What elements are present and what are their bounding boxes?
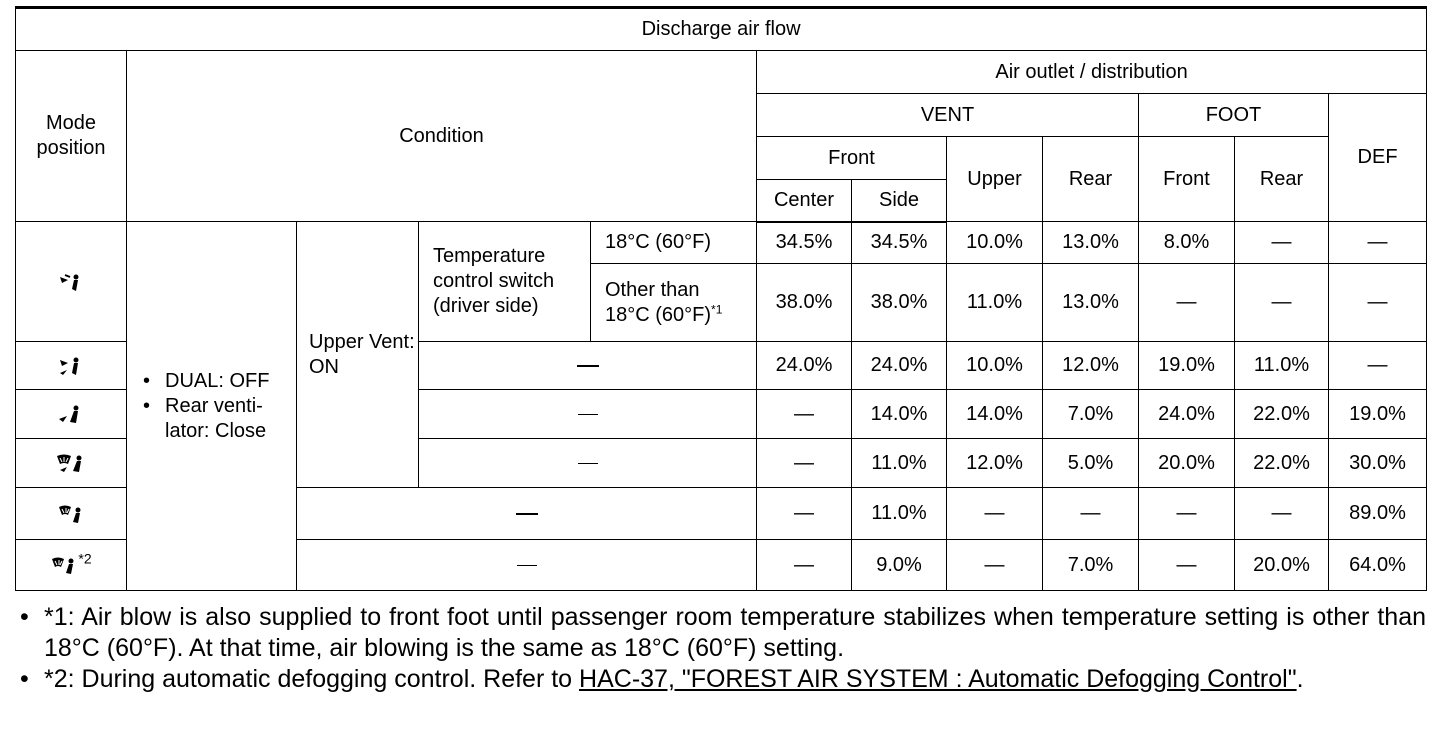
- def-mode-icon: [50, 554, 78, 576]
- vent-upper-header: Upper: [947, 137, 1043, 222]
- air-outlet-header: Air outlet / distribution: [757, 51, 1427, 94]
- value-cell: 13.0%: [1043, 264, 1139, 342]
- value-cell: 8.0%: [1139, 222, 1235, 264]
- no-condition: [297, 488, 757, 540]
- mode-position-header: Mode position: [16, 51, 127, 222]
- mode-cell: [16, 439, 127, 488]
- foot-front-header: Front: [1139, 137, 1235, 222]
- dash-icon: [578, 463, 598, 464]
- temperature-switch-condition: Temperature control switch (driver side): [419, 222, 591, 342]
- mode-cell: [16, 222, 127, 342]
- mode-cell: [16, 390, 127, 439]
- value-cell: —: [1329, 222, 1427, 264]
- footnote-1-marker: *1: [711, 301, 723, 316]
- value-cell: 11.0%: [1235, 342, 1329, 390]
- value-cell: —: [1235, 222, 1329, 264]
- dual-rear-ventilator-condition: [127, 222, 297, 591]
- footnote-1-text: *1: Air blow is also supplied to front foot until passenger room temperature stabilizes when temperature setting is other than 18°C (60°F). At that time, air blowing is the same as 18°C (60°F) setting.: [44, 603, 1426, 662]
- value-cell: 24.0%: [757, 342, 852, 390]
- value-cell: 20.0%: [1139, 439, 1235, 488]
- value-cell: —: [1235, 264, 1329, 342]
- value-cell: 38.0%: [757, 264, 852, 342]
- footnote-2-marker: *2: [78, 549, 92, 566]
- foot-mode-icon: [54, 403, 88, 425]
- dash-icon: [517, 565, 537, 566]
- def-header: DEF: [1329, 94, 1427, 222]
- value-cell: 12.0%: [1043, 342, 1139, 390]
- value-cell: —: [1329, 342, 1427, 390]
- value-cell: 30.0%: [1329, 439, 1427, 488]
- rear-ventilator-condition: • Rear venti-lator: Close: [139, 394, 294, 444]
- no-temperature-condition: [419, 439, 757, 488]
- value-cell: 38.0%: [852, 264, 947, 342]
- value-cell: 14.0%: [947, 390, 1043, 439]
- discharge-air-flow-table: [15, 6, 1427, 591]
- value-cell: 10.0%: [947, 222, 1043, 264]
- vent-front-center-header: Center: [757, 180, 852, 222]
- value-cell: 12.0%: [947, 439, 1043, 488]
- value-cell: 7.0%: [1043, 540, 1139, 591]
- foot-header: FOOT: [1139, 94, 1329, 137]
- dash-icon: [578, 414, 598, 415]
- vent-rear-header: Rear: [1043, 137, 1139, 222]
- bullet-icon: •: [20, 665, 29, 693]
- value-cell: —: [757, 390, 852, 439]
- no-temperature-condition: [419, 342, 757, 390]
- no-temperature-condition: [419, 390, 757, 439]
- temp-other-line2: 18°C (60°F): [605, 303, 712, 326]
- no-condition: [297, 540, 757, 591]
- value-cell: —: [757, 488, 852, 540]
- value-cell: —: [757, 540, 852, 591]
- mode-cell: [16, 488, 127, 540]
- value-cell: —: [1139, 264, 1235, 342]
- hac-37-reference-link[interactable]: HAC-37, "FOREST AIR SYSTEM : Automatic Defogging Control": [579, 665, 1297, 693]
- dual-off-condition: • DUAL: OFF: [139, 369, 294, 394]
- value-cell: 11.0%: [947, 264, 1043, 342]
- temp-18-condition: 18°C (60°F): [591, 222, 757, 264]
- vent-front-side-header: Side: [852, 180, 947, 222]
- footnote-2-prefix: *2: During automatic defogging control. Refer to: [44, 665, 580, 693]
- value-cell: 64.0%: [1329, 540, 1427, 591]
- bi-level-mode-icon: [54, 355, 88, 377]
- value-cell: 7.0%: [1043, 390, 1139, 439]
- value-cell: 22.0%: [1235, 439, 1329, 488]
- value-cell: 14.0%: [852, 390, 947, 439]
- bullet-icon: •: [20, 603, 29, 631]
- value-cell: —: [947, 540, 1043, 591]
- condition-header: Condition: [127, 51, 757, 222]
- value-cell: 5.0%: [1043, 439, 1139, 488]
- value-cell: 9.0%: [852, 540, 947, 591]
- value-cell: —: [947, 488, 1043, 540]
- value-cell: —: [1235, 488, 1329, 540]
- table-title: Discharge air flow: [16, 8, 1427, 51]
- vent-header: VENT: [757, 94, 1139, 137]
- value-cell: 11.0%: [852, 439, 947, 488]
- upper-vent-condition: Upper Vent: ON: [297, 222, 419, 488]
- value-cell: 24.0%: [1139, 390, 1235, 439]
- value-cell: 24.0%: [852, 342, 947, 390]
- value-cell: —: [1139, 488, 1235, 540]
- value-cell: 20.0%: [1235, 540, 1329, 591]
- value-cell: —: [1329, 264, 1427, 342]
- value-cell: —: [757, 439, 852, 488]
- dash-icon: [516, 513, 538, 515]
- vent-mode-icon: [54, 271, 88, 293]
- dash-icon: [577, 365, 599, 367]
- value-cell: —: [1043, 488, 1139, 540]
- temp-other-line1: Other than: [605, 278, 700, 301]
- value-cell: 19.0%: [1329, 390, 1427, 439]
- def-mode-icon: [54, 503, 88, 525]
- footnote-2: [20, 664, 1426, 695]
- mode-cell: [16, 342, 127, 390]
- mode-cell: [16, 540, 127, 591]
- table-row: [16, 222, 1427, 264]
- footnote-1: [20, 602, 1426, 664]
- value-cell: 10.0%: [947, 342, 1043, 390]
- foot-rear-header: Rear: [1235, 137, 1329, 222]
- vent-front-header: Front: [757, 137, 947, 180]
- value-cell: 22.0%: [1235, 390, 1329, 439]
- value-cell: 13.0%: [1043, 222, 1139, 264]
- value-cell: —: [1139, 540, 1235, 591]
- footnote-2-suffix: .: [1296, 665, 1304, 693]
- value-cell: 89.0%: [1329, 488, 1427, 540]
- footnotes: [20, 602, 1426, 695]
- value-cell: 34.5%: [852, 222, 947, 264]
- value-cell: 19.0%: [1139, 342, 1235, 390]
- def-foot-mode-icon: [54, 452, 88, 474]
- temp-other-condition: [591, 264, 757, 342]
- value-cell: 34.5%: [757, 222, 852, 264]
- value-cell: 11.0%: [852, 488, 947, 540]
